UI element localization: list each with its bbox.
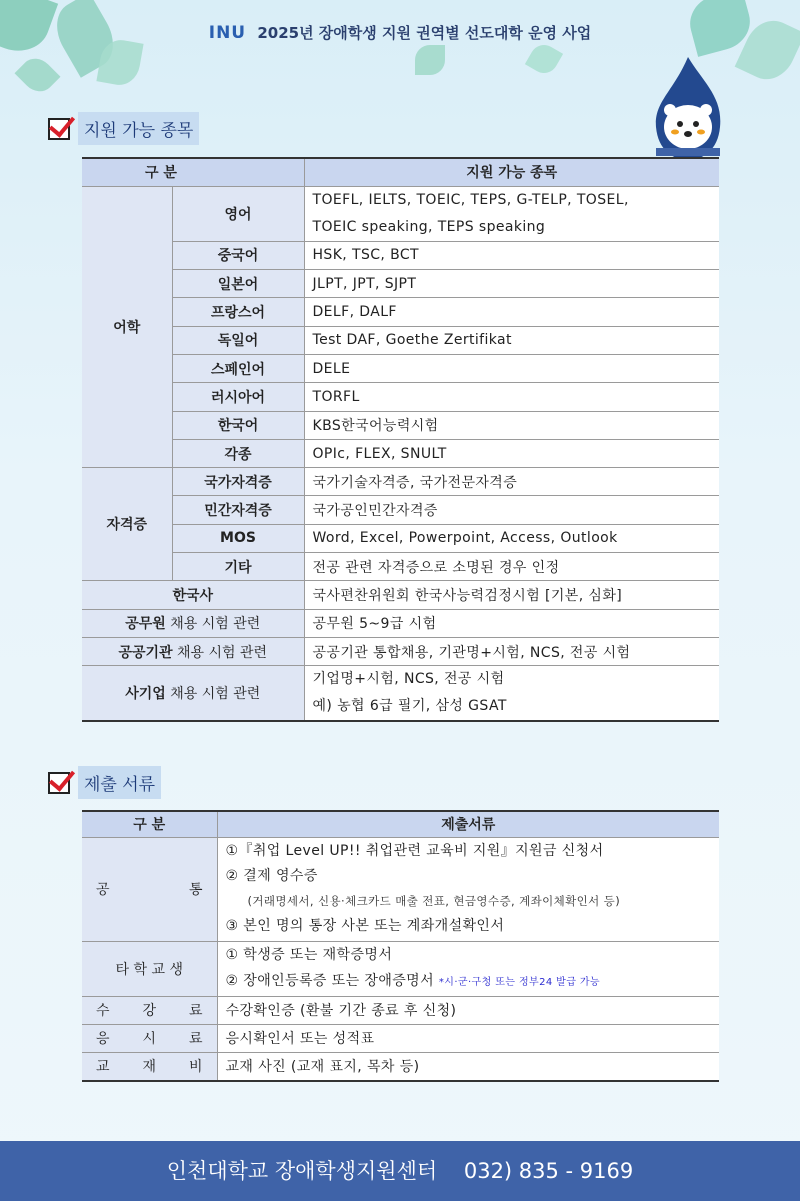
label-char: 수 <box>96 1003 110 1020</box>
page-title: 2025년 장애학생 지원 권역별 선도대학 운영 사업 <box>257 24 592 42</box>
table-row <box>82 553 719 581</box>
mascot-illustration <box>648 52 728 162</box>
label-char: 시 <box>142 1031 157 1048</box>
spread-label <box>90 1000 209 1020</box>
row-label: MOS <box>172 524 304 552</box>
row-label: 프랑스어 <box>172 298 304 326</box>
table-row <box>82 609 719 637</box>
label-char: 재 <box>142 1059 157 1076</box>
value-line: TOEIC speaking, TEPS speaking <box>312 218 546 235</box>
group-language: 어학 <box>82 186 172 467</box>
table-row <box>82 1053 719 1081</box>
column-header-category: 구 분 <box>82 811 217 837</box>
row-label <box>82 637 304 665</box>
row-value: 전공 관련 자격증으로 소명된 경우 인정 <box>304 553 719 581</box>
row-label-bold: 사기업 <box>125 686 166 703</box>
row-value: 교재 사진 (교재 표지, 목차 등) <box>217 1053 719 1081</box>
row-value: 공공기관 통합채용, 기관명+시험, NCS, 전공 시험 <box>304 637 719 665</box>
row-label <box>82 1053 217 1081</box>
column-header-items: 지원 가능 종목 <box>304 158 719 186</box>
row-label: 러시아어 <box>172 383 304 411</box>
row-value <box>217 837 719 941</box>
decorative-leaf <box>415 45 445 75</box>
row-label: 기타 <box>172 553 304 581</box>
table-row <box>82 996 719 1024</box>
row-label <box>82 996 217 1024</box>
table-header-row <box>82 811 719 837</box>
row-value <box>217 941 719 996</box>
value-line <box>226 968 712 996</box>
row-label-bold: 공무원 <box>125 616 166 633</box>
table-row <box>82 383 719 411</box>
row-value: Test DAF, Goethe Zertifikat <box>304 326 719 354</box>
section-title-label: 제출 서류 <box>78 766 161 799</box>
row-label: 중국어 <box>172 241 304 269</box>
checkmark-icon <box>48 772 70 794</box>
support-items-table <box>82 157 719 722</box>
row-label: 한국사 <box>82 581 304 609</box>
table-row <box>82 1024 719 1052</box>
row-value: 수강확인증 (환불 기간 종료 후 신청) <box>217 996 719 1024</box>
label-char: 료 <box>188 1031 203 1048</box>
column-header-text: 구 분 <box>145 165 177 182</box>
label-char: 공 <box>96 882 110 898</box>
value-line: ③ 본인 명의 통장 사본 또는 계좌개설확인서 <box>225 918 505 934</box>
row-label: 한국어 <box>172 411 304 439</box>
value-text: ② 장애인등록증 또는 장애증명서 <box>225 972 435 989</box>
footer-org: 인천대학교 장애학생지원센터 <box>166 1159 438 1183</box>
row-value: 공무원 5~9급 시험 <box>304 609 719 637</box>
table-header-row <box>82 158 719 186</box>
row-label-rest: 채용 시험 관련 <box>172 644 268 661</box>
row-value: 국가기술자격증, 국가전문자격증 <box>304 468 719 496</box>
row-label <box>82 609 304 637</box>
row-value: 국가공인민간자격증 <box>304 496 719 524</box>
row-label-common <box>82 837 217 941</box>
table-row <box>82 270 719 298</box>
value-line: ①『취업 Level UP!! 취업관련 교육비 지원』지원금 신청서 <box>225 843 604 859</box>
table-row <box>82 637 719 665</box>
value-line: ① 학생증 또는 재학증명서 <box>225 946 393 963</box>
checkmark-icon <box>48 118 70 140</box>
table-row <box>82 468 719 496</box>
table-row <box>82 411 719 439</box>
university-logo: INU <box>208 23 247 43</box>
value-line: 예) 농협 6급 필기, 삼성 GSAT <box>312 698 507 715</box>
table-row <box>82 298 719 326</box>
value-line: ② 결제 영수증 <box>225 868 318 884</box>
row-label: 국가자격증 <box>172 468 304 496</box>
table-row <box>82 941 719 996</box>
label-char: 응 <box>96 1031 110 1048</box>
page-header <box>0 22 800 43</box>
label-char: 통 <box>188 882 203 898</box>
row-value: JLPT, JPT, SJPT <box>304 270 719 298</box>
table-row <box>82 666 719 722</box>
row-value: OPIc, FLEX, SNULT <box>304 439 719 467</box>
table-row <box>82 326 719 354</box>
spread-label <box>90 879 209 899</box>
row-label: 영어 <box>172 186 304 241</box>
row-value: DELE <box>304 354 719 382</box>
row-value: DELF, DALF <box>304 298 719 326</box>
table-row <box>82 524 719 552</box>
table-row <box>82 439 719 467</box>
row-value <box>304 666 719 722</box>
section-title-label: 지원 가능 종목 <box>78 112 199 145</box>
row-label-rest: 채용 시험 관련 <box>165 686 261 703</box>
table-row <box>82 354 719 382</box>
value-line: TOEFL, IELTS, TOEIC, TEPS, G-TELP, TOSEL, <box>312 191 629 208</box>
row-value: HSK, TSC, BCT <box>304 241 719 269</box>
row-label-bold: 공공기관 <box>118 644 173 661</box>
table-row <box>82 496 719 524</box>
spread-label <box>90 1056 209 1076</box>
row-label-rest: 채용 시험 관련 <box>165 616 261 633</box>
row-label: 독일어 <box>172 326 304 354</box>
row-label: 스페인어 <box>172 354 304 382</box>
row-value: 응시확인서 또는 성적표 <box>217 1024 719 1052</box>
row-label: 각종 <box>172 439 304 467</box>
label-char: 교 <box>96 1059 110 1076</box>
issuance-note: *시·군·구청 또는 정부24 발급 가능 <box>438 976 600 988</box>
decorative-leaf <box>15 52 61 98</box>
row-value: Word, Excel, Powerpoint, Access, Outlook <box>304 524 719 552</box>
footer-phone: 032) 835 - 9169 <box>463 1159 634 1183</box>
section-documents-title <box>48 766 161 799</box>
row-value: KBS한국어능력시험 <box>304 411 719 439</box>
value-line: 기업명+시험, NCS, 전공 시험 <box>312 671 505 688</box>
documents-table <box>82 810 719 1082</box>
footer-banner <box>0 1141 800 1201</box>
row-label: 일본어 <box>172 270 304 298</box>
group-certificate: 자격증 <box>82 468 172 581</box>
decorative-leaf <box>525 40 563 78</box>
row-value: TORFL <box>304 383 719 411</box>
row-label: 타 학 교 생 <box>82 941 217 996</box>
table-row <box>82 186 719 241</box>
column-header-category <box>82 158 304 186</box>
row-label: 민간자격증 <box>172 496 304 524</box>
row-value <box>304 186 719 241</box>
row-label <box>82 1024 217 1052</box>
row-value: 국사편찬위원회 한국사능력검정시험 [기본, 심화] <box>304 581 719 609</box>
section-support-items-title <box>48 112 199 145</box>
label-char: 비 <box>188 1059 203 1076</box>
table-row <box>82 241 719 269</box>
table-row <box>82 581 719 609</box>
value-line-small: (거래명세서, 신용·체크카드 매출 전표, 현금영수증, 계좌이체확인서 등) <box>247 894 621 908</box>
spread-label <box>90 1028 209 1048</box>
label-char: 강 <box>142 1003 157 1020</box>
column-header-docs: 제출서류 <box>217 811 719 837</box>
row-label <box>82 666 304 722</box>
label-char: 료 <box>188 1003 203 1020</box>
table-row <box>82 837 719 941</box>
